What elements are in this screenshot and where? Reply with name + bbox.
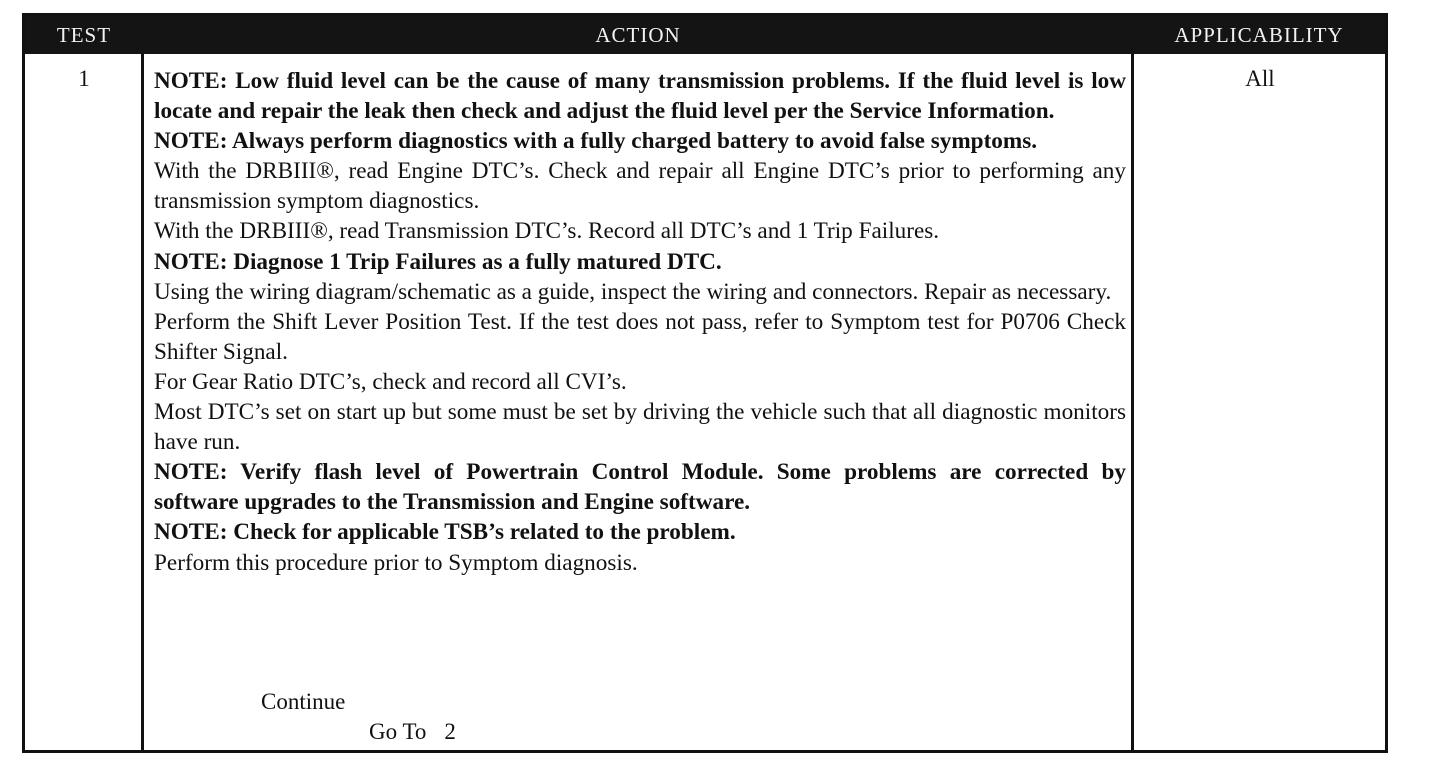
header-test: TEST xyxy=(56,23,112,47)
goto-label: Go To xyxy=(369,719,427,744)
column-divider xyxy=(1131,54,1134,750)
table-header xyxy=(25,16,1385,54)
goto-link[interactable] xyxy=(369,719,456,745)
action-paragraph: With the DRBIII®, read Engine DTC’s. Check and repair all Engine DTC’s prior to performing any transmission symptom diagnostics. xyxy=(154,158,1126,215)
action-paragraph: NOTE: Verify flash level of Powertrain Control Module. Some problems are corrected by software upgrades to the Transmission and Engine software. xyxy=(154,459,1126,516)
diagnostic-table xyxy=(22,13,1388,753)
test-number: 1 xyxy=(78,66,90,91)
action-text xyxy=(154,66,1126,578)
goto-target[interactable]: 2 xyxy=(444,719,456,744)
action-paragraph: NOTE: Low fluid level can be the cause of many transmission problems. If the fluid level is low locate and repair the leak then check and adjust the fluid level per the Service Information. xyxy=(154,68,1126,125)
action-paragraph: With the DRBIII®, read Transmission DTC’s. Record all DTC’s and 1 Trip Failures. xyxy=(154,218,940,245)
action-paragraph: NOTE: Always perform diagnostics with a fully charged battery to avoid false symptoms. xyxy=(154,128,1038,155)
column-divider xyxy=(141,54,144,750)
action-paragraph: For Gear Ratio DTC’s, check and record all CVI’s. xyxy=(154,368,627,395)
action-paragraph: Using the wiring diagram/schematic as a guide, inspect the wiring and connectors. Repair as necessary. xyxy=(154,278,1112,305)
header-applicability: APPLICABILITY xyxy=(1174,23,1344,47)
action-paragraph: NOTE: Check for applicable TSB’s related to the problem. xyxy=(154,519,736,546)
action-paragraph: NOTE: Diagnose 1 Trip Failures as a fully matured DTC. xyxy=(154,248,722,275)
action-paragraph: Perform this procedure prior to Symptom diagnosis. xyxy=(154,549,638,576)
continue-label: Continue xyxy=(261,689,346,714)
action-paragraph: Perform the Shift Lever Position Test. If the test does not pass, refer to Symptom test for P0706 Check Shifter Signal. xyxy=(154,308,1126,365)
applicability-value: All xyxy=(1245,66,1275,91)
action-paragraph: Most DTC’s set on start up but some must be set by driving the vehicle such that all diagnostic monitors have run. xyxy=(154,399,1126,456)
header-action: ACTION xyxy=(595,23,681,47)
